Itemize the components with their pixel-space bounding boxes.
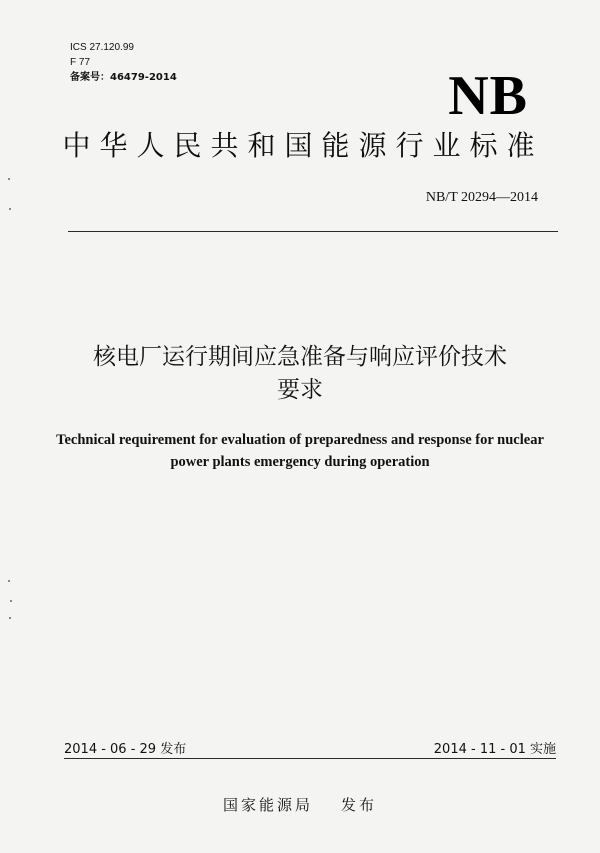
document-title-cn-line2: 要求 — [277, 377, 323, 403]
publisher-line — [0, 794, 600, 815]
scan-speck — [9, 208, 11, 210]
issue-date: 2014 - 06 - 29 发布 — [64, 742, 187, 757]
scan-speck — [9, 617, 11, 619]
top-divider — [68, 231, 558, 232]
scan-speck — [8, 580, 10, 582]
implementation-date: 2014 - 11 - 01 实施 — [433, 742, 556, 757]
scan-speck — [10, 600, 12, 602]
document-title-en — [40, 429, 560, 473]
scan-speck — [8, 178, 10, 180]
nb-logo: NB — [448, 65, 528, 127]
document-title-cn-line1: 核电厂运行期间应急准备与响应评价技术 — [93, 344, 507, 370]
document-title-cn — [60, 341, 540, 407]
classification-block — [70, 40, 177, 85]
publisher-action: 发布 — [341, 796, 378, 814]
ics-code: ICS 27.120.99 — [70, 42, 134, 53]
bottom-divider — [64, 758, 556, 759]
publisher-name: 国家能源局 — [222, 796, 313, 814]
standard-category-title: 中华人民共和国能源行业标准 — [62, 129, 544, 162]
filing-number: 备案号：46479-2014 — [70, 72, 177, 83]
ccs-code: F 77 — [70, 57, 91, 68]
document-title-en-line2: power plants emergency during operation — [170, 454, 430, 470]
standard-number: NB/T 20294—2014 — [425, 190, 538, 205]
document-title-en-line1: Technical requirement for evaluation of preparedness and response for nuclear — [56, 432, 544, 448]
